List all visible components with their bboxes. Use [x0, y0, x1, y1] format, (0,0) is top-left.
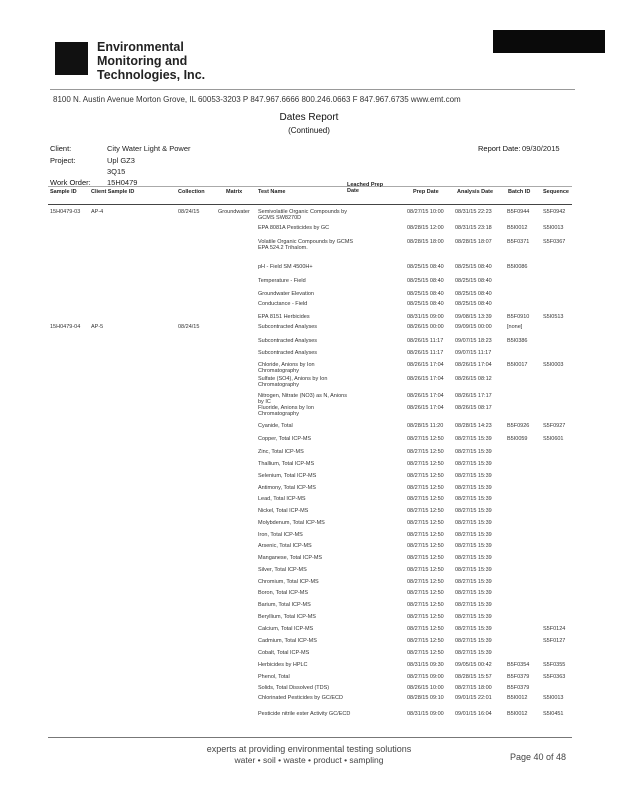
- cell-test-name: Iron, Total ICP-MS: [258, 532, 303, 538]
- cell-analysis-date: 08/27/15 15:39: [455, 579, 492, 585]
- cell-prep-date: 08/27/15 10:00: [407, 209, 444, 215]
- cell-test-name: Molybdenum, Total ICP-MS: [258, 520, 325, 526]
- company-name-line2: Monitoring and: [97, 54, 188, 68]
- cell-test-name: Chlorinated Pesticides by GC/ECD: [258, 695, 343, 701]
- cell-prep-date: 08/26/15 11:17: [407, 350, 444, 356]
- footer-tagline: experts at providing environmental testing solutions: [206, 744, 412, 754]
- cell-prep-date: 08/25/15 08:40: [407, 291, 444, 297]
- cell-test-name: Selenium, Total ICP-MS: [258, 473, 317, 479]
- cell-prep-date: 08/31/15 09:00: [407, 314, 444, 320]
- cell-sequence: S5F0942: [543, 209, 566, 215]
- cell-analysis-date: 08/27/15 15:39: [455, 485, 492, 491]
- cell-batch-id: [none]: [507, 324, 523, 330]
- company-name-line3: Technologies, Inc.: [97, 68, 206, 82]
- cell-test-name: Barium, Total ICP-MS: [258, 602, 311, 608]
- col-header-leached-prep-date: Leached Prep Date: [347, 182, 384, 195]
- cell-analysis-date: 08/25/15 08:40: [455, 264, 492, 270]
- cell-prep-date: 08/27/15 12:50: [407, 473, 444, 479]
- cell-prep-date: 08/27/15 12:50: [407, 485, 444, 491]
- col-header-sequence: Sequence: [543, 189, 569, 195]
- cell-test-name: Chloride, Anions by Ion Chromatography: [258, 362, 315, 375]
- cell-analysis-date: 08/27/15 15:39: [455, 473, 492, 479]
- col-header-matrix: Matrix: [226, 189, 243, 195]
- cell-analysis-date: 08/26/15 08:12: [455, 376, 492, 382]
- cell-prep-date: 08/26/15 17:04: [407, 405, 444, 411]
- cell-sequence: S5F0927: [543, 423, 566, 429]
- cell-test-name: Fluoride, Anions by Ion Chromatography: [258, 405, 314, 418]
- cell-prep-date: 08/26/15 11:17: [407, 338, 444, 344]
- cell-prep-date: 08/27/15 12:50: [407, 508, 444, 514]
- company-name-line1: Environmental: [97, 40, 184, 54]
- cell-batch-id: B5I0386: [507, 338, 528, 344]
- cell-test-name: Temperature - Field: [258, 278, 306, 284]
- cell-sample-id: 15H0479-03: [50, 209, 81, 215]
- cell-prep-date: 08/27/15 12:50: [407, 496, 444, 502]
- cell-batch-id: B5F0354: [507, 662, 530, 668]
- cell-prep-date: 08/27/15 12:50: [407, 532, 444, 538]
- cell-analysis-date: 08/27/15 15:39: [455, 532, 492, 538]
- cell-analysis-date: 09/08/15 13:39: [455, 314, 492, 320]
- cell-sequence: S5I0013: [543, 695, 564, 701]
- cell-analysis-date: 08/27/15 15:39: [455, 567, 492, 573]
- cell-test-name: EPA 8081A Pesticides by GC: [258, 225, 330, 231]
- cell-analysis-date: 08/27/15 15:39: [455, 626, 492, 632]
- cell-test-name: Subcontracted Analyses: [258, 338, 318, 344]
- cell-analysis-date: 09/01/15 22:01: [455, 695, 492, 701]
- col-header-analysis-date: Analysis Date: [457, 189, 494, 195]
- cell-analysis-date: 08/28/15 15:57: [455, 674, 492, 680]
- cell-analysis-date: 08/27/15 15:39: [455, 638, 492, 644]
- cell-batch-id: B5I0012: [507, 695, 528, 701]
- cell-prep-date: 08/25/15 08:40: [407, 264, 444, 270]
- client-value: City Water Light & Power: [107, 144, 191, 153]
- footer-divider: [48, 737, 572, 738]
- project-label: Project:: [50, 156, 76, 165]
- cell-test-name: Manganese, Total ICP-MS: [258, 555, 323, 561]
- header-divider: [50, 89, 575, 90]
- page-number: Page 40 of 48: [510, 752, 567, 762]
- cell-sequence: S5I0451: [543, 711, 564, 717]
- cell-batch-id: B5I0012: [507, 225, 528, 231]
- cell-analysis-date: 08/27/15 15:39: [455, 508, 492, 514]
- cell-prep-date: 08/27/15 12:50: [407, 461, 444, 467]
- cell-sequence: S5I0003: [543, 362, 564, 368]
- col-header-sample-id: Sample ID: [50, 189, 77, 195]
- cell-analysis-date: 08/25/15 08:40: [455, 291, 492, 297]
- company-name: [97, 40, 205, 82]
- cell-test-name: Semivolatile Organic Compounds by GCMS SW8270D: [258, 209, 347, 222]
- cell-prep-date: 08/27/15 12:50: [407, 626, 444, 632]
- cell-batch-id: B5I0086: [507, 264, 528, 270]
- cell-analysis-date: 08/27/15 15:39: [455, 496, 492, 502]
- cell-analysis-date: 09/07/15 18:23: [455, 338, 492, 344]
- cell-prep-date: 08/27/15 09:00: [407, 674, 444, 680]
- cell-prep-date: 08/27/15 12:50: [407, 436, 444, 442]
- col-header-prep-date: Prep Date: [413, 189, 439, 195]
- cell-analysis-date: 09/01/15 16:04: [455, 711, 492, 717]
- cell-analysis-date: 08/25/15 08:40: [455, 301, 492, 307]
- cell-prep-date: 08/27/15 12:50: [407, 555, 444, 561]
- cell-client-sample-id: AP-5: [91, 324, 104, 330]
- project-value: Upl GZ3: [107, 156, 135, 165]
- cell-test-name: Nitrogen, Nitrate (NO3) as N, Anions by IC: [258, 393, 347, 406]
- cell-test-name: Sulfate (SO4), Anions by Ion Chromatography: [258, 376, 328, 389]
- cell-sequence: S5I0601: [543, 436, 564, 442]
- cell-test-name: Cadmium, Total ICP-MS: [258, 638, 317, 644]
- cell-test-name: Beryllium, Total ICP-MS: [258, 614, 316, 620]
- cell-test-name: Silver, Total ICP-MS: [258, 567, 307, 573]
- cell-analysis-date: 08/27/15 15:39: [455, 449, 492, 455]
- cell-batch-id: B5F0944: [507, 209, 530, 215]
- cell-test-name: Groundwater Elevation: [258, 291, 314, 297]
- cell-sequence: S5F0124: [543, 626, 566, 632]
- footer-services: water • soil • waste • product • sampling: [234, 755, 384, 765]
- cell-prep-date: 08/26/15 17:04: [407, 393, 444, 399]
- cell-prep-date: 08/26/15 17:04: [407, 362, 444, 368]
- cell-matrix: Groundwater: [218, 209, 250, 215]
- cell-prep-date: 08/26/15 10:00: [407, 685, 444, 691]
- company-address: 8100 N. Austin Avenue Morton Grove, IL 60053-3203 P 847.967.6666 800.246.0663 F 847.967.6735 www.emt.com: [53, 95, 461, 104]
- cell-test-name: Pesticide nitrile ester Activity GC/ECD: [258, 711, 351, 717]
- cell-batch-id: B5F0910: [507, 314, 530, 320]
- cell-prep-date: 08/27/15 12:50: [407, 650, 444, 656]
- cell-analysis-date: 08/26/15 17:17: [455, 393, 492, 399]
- cell-sequence: S5F0127: [543, 638, 566, 644]
- cell-test-name: Arsenic, Total ICP-MS: [258, 543, 312, 549]
- cell-batch-id: B5I0017: [507, 362, 528, 368]
- cell-batch-id: B5F0379: [507, 685, 530, 691]
- cell-prep-date: 08/27/15 12:50: [407, 579, 444, 585]
- cell-batch-id: B5F0926: [507, 423, 530, 429]
- cell-test-name: Phenol, Total: [258, 674, 290, 680]
- cell-analysis-date: 08/27/15 15:39: [455, 436, 492, 442]
- cell-prep-date: 08/28/15 12:00: [407, 225, 444, 231]
- cell-prep-date: 08/27/15 12:50: [407, 602, 444, 608]
- cell-test-name: Nickel, Total ICP-MS: [258, 508, 309, 514]
- cell-prep-date: 08/27/15 12:50: [407, 543, 444, 549]
- cell-prep-date: 08/28/15 11:20: [407, 423, 444, 429]
- cell-prep-date: 08/31/15 09:30: [407, 662, 444, 668]
- cell-batch-id: B5I0059: [507, 436, 528, 442]
- cell-prep-date: 08/25/15 08:40: [407, 301, 444, 307]
- cell-sequence: S5F0355: [543, 662, 566, 668]
- cell-analysis-date: 08/26/15 08:17: [455, 405, 492, 411]
- cell-analysis-date: 09/07/15 11:17: [455, 350, 492, 356]
- cell-test-name: Herbicides by HPLC: [258, 662, 308, 668]
- cell-prep-date: 08/28/15 18:00: [407, 239, 444, 245]
- cell-sequence: S5I0013: [543, 225, 564, 231]
- cell-test-name: Chromium, Total ICP-MS: [258, 579, 319, 585]
- cell-test-name: Volatile Organic Compounds by GCMS EPA 524.2 Trihalom.: [258, 239, 354, 252]
- cell-analysis-date: 08/27/15 15:39: [455, 614, 492, 620]
- cell-batch-id: B5F0371: [507, 239, 530, 245]
- cell-analysis-date: 08/27/15 15:39: [455, 650, 492, 656]
- cell-test-name: Calcium, Total ICP-MS: [258, 626, 314, 632]
- cell-analysis-date: 08/31/15 22:23: [455, 209, 492, 215]
- cell-analysis-date: 08/28/15 14:23: [455, 423, 492, 429]
- work-order-label: Work Order:: [50, 178, 91, 187]
- cell-analysis-date: 09/09/15 00:00: [455, 324, 492, 330]
- meta-divider: [48, 186, 572, 187]
- cell-batch-id: B5I0012: [507, 711, 528, 717]
- cell-test-name: Thallium, Total ICP-MS: [258, 461, 315, 467]
- col-header-client-sample-id: Client Sample ID: [91, 189, 135, 195]
- cell-prep-date: 08/27/15 12:50: [407, 638, 444, 644]
- work-order-value: 15H0479: [107, 178, 138, 187]
- cell-sample-id: 15H0479-04: [50, 324, 81, 330]
- client-label: Client:: [50, 144, 72, 153]
- cell-test-name: Solids, Total Dissolved (TDS): [258, 685, 330, 691]
- cell-analysis-date: 08/26/15 17:04: [455, 362, 492, 368]
- company-logo: [55, 42, 88, 75]
- table-header-divider: [48, 204, 572, 205]
- cell-test-name: Conductance - Field: [258, 301, 308, 307]
- cell-analysis-date: 08/27/15 15:39: [455, 543, 492, 549]
- cell-prep-date: 08/31/15 09:00: [407, 711, 444, 717]
- cell-analysis-date: 08/27/15 15:39: [455, 555, 492, 561]
- report-date-label: Report Date:: [478, 144, 521, 153]
- report-title: Dates Report: [279, 112, 339, 123]
- cell-test-name: Cyanide, Total: [258, 423, 293, 429]
- cell-sequence: S5I0513: [543, 314, 564, 320]
- cell-test-name: pH - Field SM 4500H+: [258, 264, 313, 270]
- cell-prep-date: 08/28/15 09:10: [407, 695, 444, 701]
- cell-analysis-date: 08/27/15 18:00: [455, 685, 492, 691]
- cell-prep-date: 08/27/15 12:50: [407, 614, 444, 620]
- cell-test-name: Zinc, Total ICP-MS: [258, 449, 304, 455]
- redaction-box: [493, 30, 605, 53]
- report-subtitle: (Continued): [288, 126, 330, 135]
- cell-test-name: Subcontracted Analyses: [258, 324, 318, 330]
- project-extra: 3Q15: [107, 167, 126, 176]
- col-header-collection: Collection: [178, 189, 205, 195]
- cell-test-name: Copper, Total ICP-MS: [258, 436, 312, 442]
- cell-prep-date: 08/27/15 12:50: [407, 449, 444, 455]
- cell-client-sample-id: AP-4: [91, 209, 104, 215]
- cell-analysis-date: 08/27/15 15:39: [455, 590, 492, 596]
- cell-batch-id: B5F0379: [507, 674, 530, 680]
- cell-prep-date: 08/27/15 12:50: [407, 567, 444, 573]
- cell-test-name: Boron, Total ICP-MS: [258, 590, 309, 596]
- cell-analysis-date: 09/05/15 00:42: [455, 662, 492, 668]
- cell-analysis-date: 08/27/15 15:39: [455, 461, 492, 467]
- cell-test-name: Subcontracted Analyses: [258, 350, 318, 356]
- cell-test-name: Cobalt, Total ICP-MS: [258, 650, 310, 656]
- cell-prep-date: 08/27/15 12:50: [407, 520, 444, 526]
- cell-test-name: Antimony, Total ICP-MS: [258, 485, 316, 491]
- cell-analysis-date: 08/28/15 18:07: [455, 239, 492, 245]
- cell-prep-date: 08/27/15 12:50: [407, 590, 444, 596]
- cell-collection: 08/24/15: [178, 324, 200, 330]
- cell-analysis-date: 08/25/15 08:40: [455, 278, 492, 284]
- cell-test-name: EPA 8151 Herbicides: [258, 314, 310, 320]
- col-header-test-name: Test Name: [258, 189, 286, 195]
- cell-analysis-date: 08/27/15 15:39: [455, 602, 492, 608]
- cell-prep-date: 08/26/15 17:04: [407, 376, 444, 382]
- cell-prep-date: 08/25/15 08:40: [407, 278, 444, 284]
- cell-test-name: Lead, Total ICP-MS: [258, 496, 306, 502]
- report-date-value: 09/30/2015: [522, 144, 560, 153]
- cell-analysis-date: 08/31/15 23:18: [455, 225, 492, 231]
- cell-sequence: S5F0367: [543, 239, 566, 245]
- cell-prep-date: 08/26/15 00:00: [407, 324, 444, 330]
- cell-sequence: S5F0363: [543, 674, 566, 680]
- cell-analysis-date: 08/27/15 15:39: [455, 520, 492, 526]
- cell-collection: 08/24/15: [178, 209, 200, 215]
- col-header-batch-id: Batch ID: [508, 189, 531, 195]
